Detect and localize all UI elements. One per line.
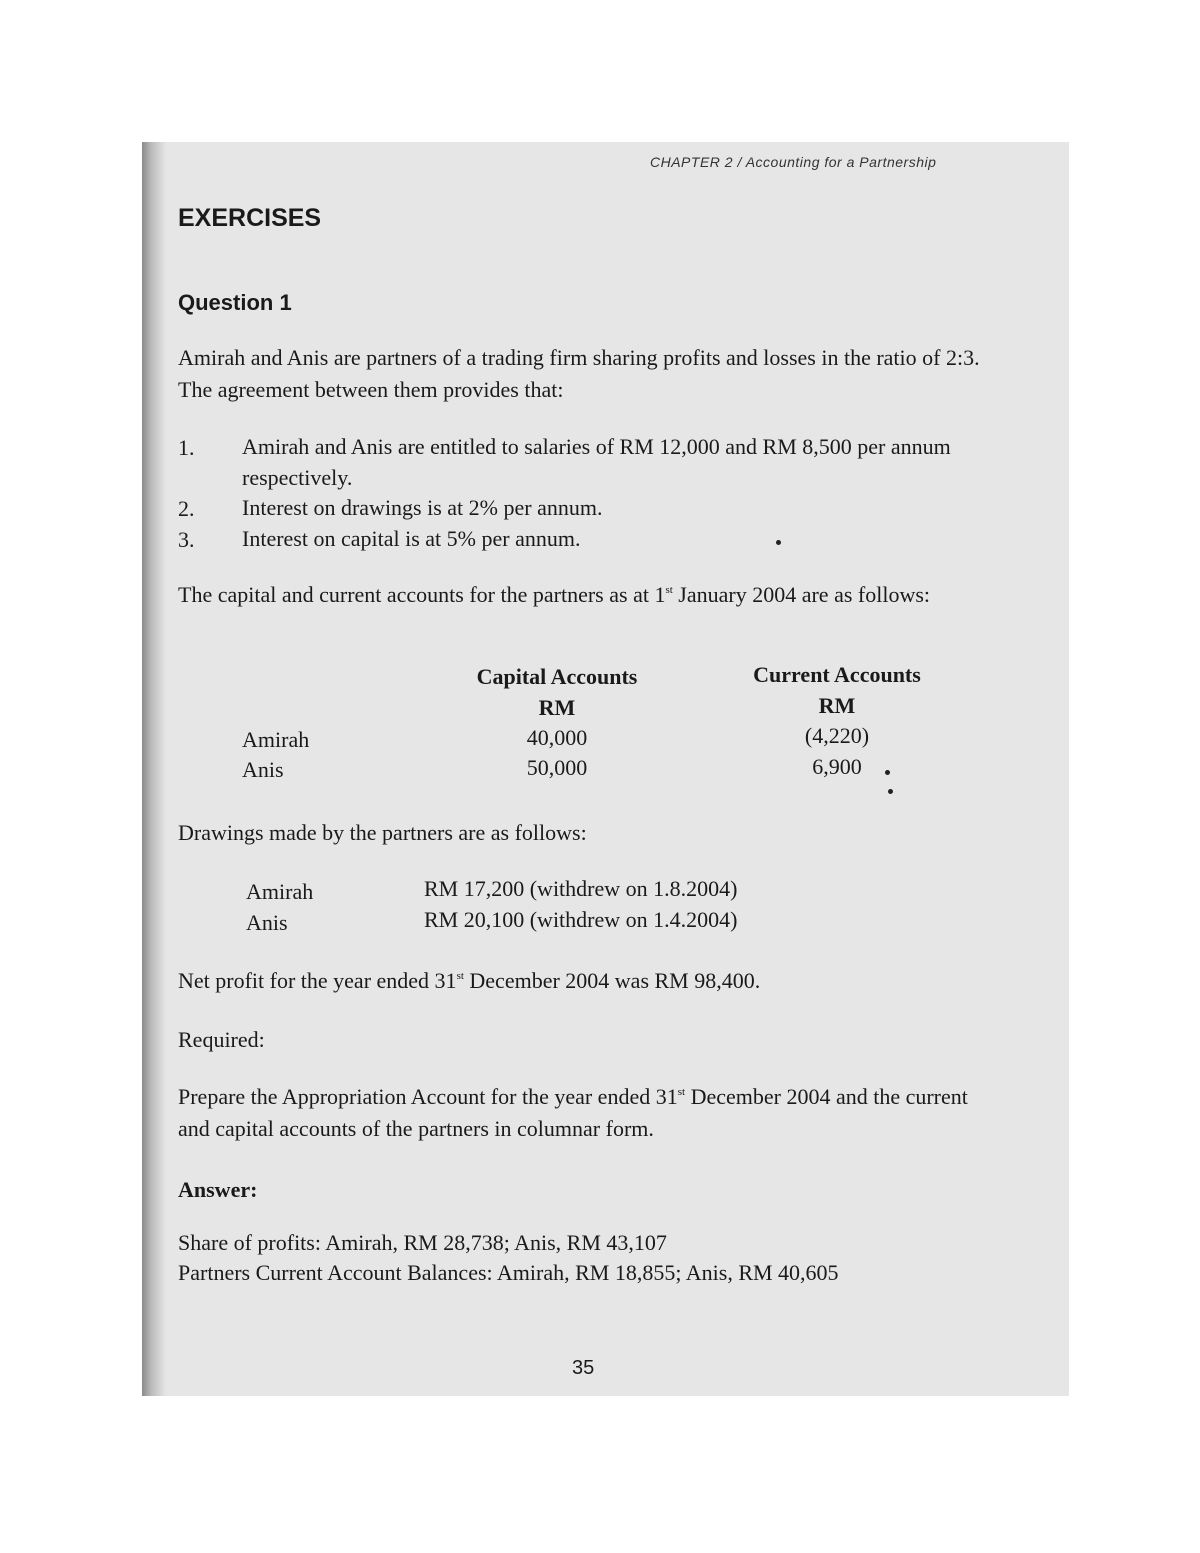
capital-accounts-header: Capital Accounts	[476, 664, 638, 689]
provision-text: Amirah and Anis are entitled to salaries of RM 12,000 and RM 8,500 per annum respectively.	[242, 434, 951, 490]
provision-number: 1.	[178, 435, 195, 460]
page-spine-shadow	[142, 142, 166, 1396]
capital-balance: 40,000	[526, 725, 588, 750]
current-balance: (4,220)	[804, 723, 870, 748]
answer-line: Partners Current Account Balances: Amirah, RM 18,855; Anis, RM 40,605	[178, 1260, 839, 1285]
partner-name: Anis	[242, 757, 284, 782]
provision-number: 3.	[178, 527, 195, 552]
current-balance: 6,900	[812, 754, 862, 779]
section-heading: EXERCISES	[178, 204, 322, 232]
drawing-partner: Amirah	[246, 879, 314, 904]
print-speck	[885, 770, 890, 775]
drawing-detail: RM 17,200 (withdrew on 1.8.2004)	[424, 876, 738, 901]
page-number: 35	[572, 1357, 595, 1379]
drawing-partner: Anis	[246, 910, 288, 935]
task-paragraph: Prepare the Appropriation Account for the year ended 31st December 2004 and the current and capital accounts of the partners in columnar form.	[178, 1084, 968, 1141]
required-label: Required:	[178, 1027, 265, 1052]
book-page	[142, 142, 1069, 1396]
provision-text: Interest on drawings is at 2% per annum.	[242, 495, 603, 520]
running-header: CHAPTER 2 / Accounting for a Partnership	[650, 154, 937, 170]
drawing-detail: RM 20,100 (withdrew on 1.4.2004)	[424, 907, 738, 932]
intro-paragraph: Amirah and Anis are partners of a trading firm sharing profits and losses in the ratio of 2:3. The agreement between them provides that:	[178, 345, 980, 402]
print-speck	[776, 540, 781, 545]
current-accounts-header: Current Accounts	[753, 662, 921, 687]
answer-line: Share of profits: Amirah, RM 28,738; Anis, RM 43,107	[178, 1230, 667, 1255]
current-unit: RM	[818, 693, 856, 718]
answer-label: Answer:	[178, 1177, 258, 1202]
print-speck	[888, 789, 893, 794]
balances-paragraph: The capital and current accounts for the partners as at 1st January 2004 are as follows:	[178, 582, 931, 607]
partner-name: Amirah	[242, 727, 310, 752]
capital-unit: RM	[538, 695, 576, 720]
drawings-paragraph: Drawings made by the partners are as follows:	[178, 820, 587, 845]
net-profit-paragraph: Net profit for the year ended 31st December 2004 was RM 98,400.	[178, 968, 761, 993]
provision-number: 2.	[178, 496, 195, 521]
provision-text: Interest on capital is at 5% per annum.	[242, 526, 581, 551]
question-title: Question 1	[178, 290, 292, 315]
capital-balance: 50,000	[526, 755, 588, 780]
